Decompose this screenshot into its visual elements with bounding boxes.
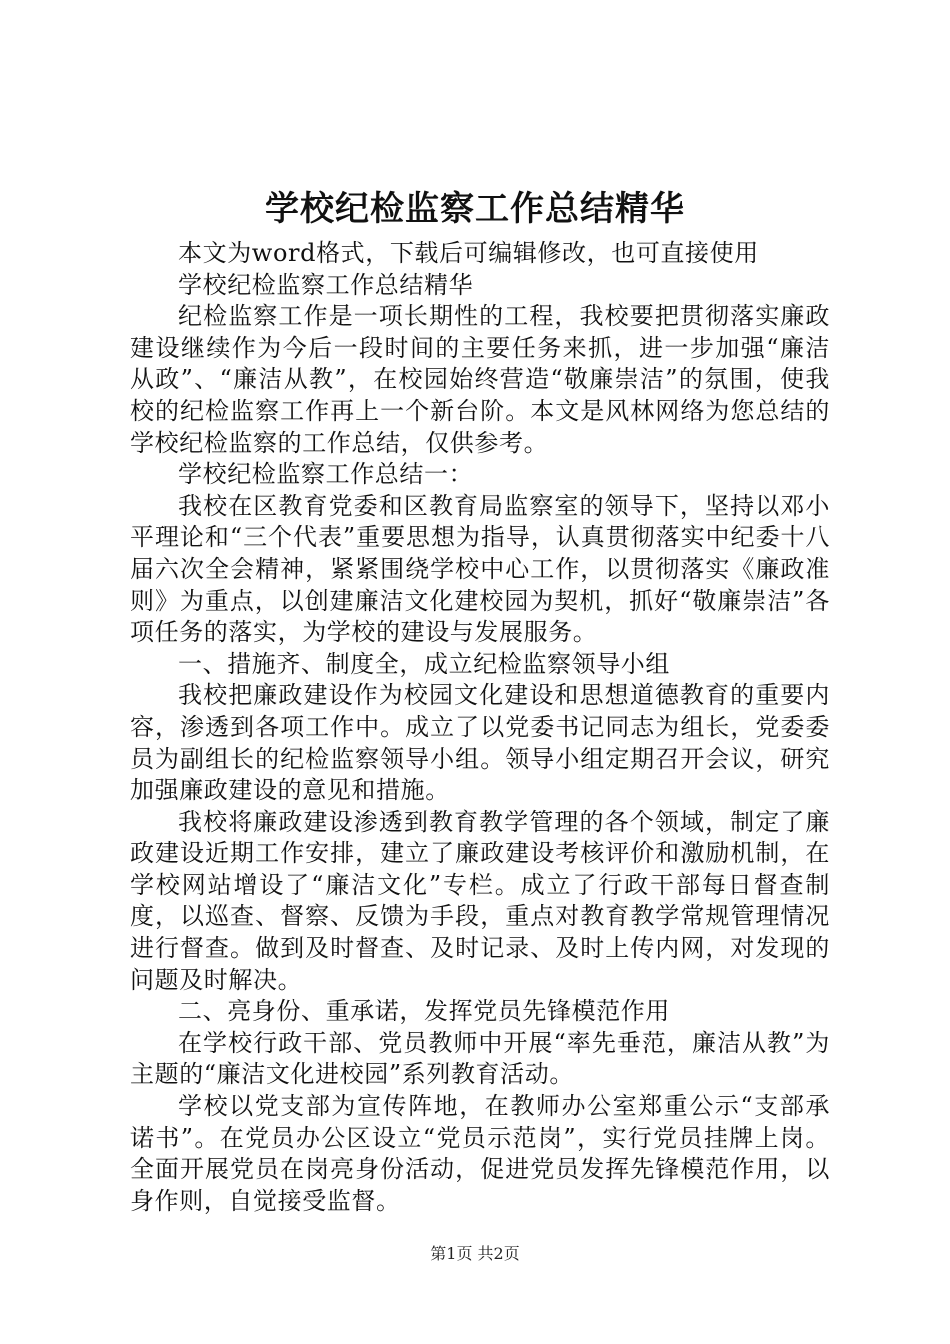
paragraph-overview: 我校在区教育党委和区教育局监察室的领导下，坚持以邓小平理论和“三个代表”重要思想为指导，认真贯彻落实中纪委十八届六次全会精神，紧紧围绕学校中心工作，以贯彻落实《廉政准则》为重点，以创建廉洁文化建校园为契机，抓好“敬廉崇洁”各项任务的落实，为学校的建设与发展服务。 <box>130 491 830 647</box>
paragraph-section2-b: 学校以党支部为宣传阵地，在教师办公室郑重公示“支部承诺书”。在党员办公区设立“党员示范岗”，实行党员挂牌上岗。全面开展党员在岗亮身份活动，促进党员发挥先锋模范作用，以身作则，自觉接受监督。 <box>130 1092 830 1215</box>
paragraph-summary-heading: 学校纪检监察工作总结一： <box>178 460 474 489</box>
document-body <box>130 238 830 1217</box>
section-heading-2: 二、亮身份、重承诺，发挥党员先锋模范作用 <box>178 997 670 1026</box>
section-heading-1: 一、措施齐、制度全，成立纪检监察领导小组 <box>178 649 670 678</box>
paragraph-intro: 纪检监察工作是一项长期性的工程，我校要把贯彻落实廉政建设继续作为今后一段时间的主要任务来抓，进一步加强“廉洁从政”、“廉洁从教”，在校园始终营造“敬廉崇洁”的氛围，使我校的纪检监察工作再上一个新台阶。本文是风林网络为您总结的学校纪检监察的工作总结，仅供参考。 <box>130 302 830 457</box>
paragraph-section2-a: 在学校行政干部、党员教师中开展“率先垂范，廉洁从教”为主题的“廉洁文化进校园”系列教育活动。 <box>130 1028 830 1089</box>
page-footer: 第1页 共2页 <box>430 1244 520 1263</box>
paragraph-subtitle: 学校纪检监察工作总结精华 <box>178 270 474 299</box>
paragraph-section1-a: 我校把廉政建设作为校园文化建设和思想道德教育的重要内容，渗透到各项工作中。成立了以党委书记同志为组长，党委委员为副组长的纪检监察领导小组。领导小组定期召开会议，研究加强廉政建设的意见和措施。 <box>130 681 830 805</box>
document-title: 学校纪检监察工作总结精华 <box>265 189 685 229</box>
paragraph-section1-b: 我校将廉政建设渗透到教育教学管理的各个领域，制定了廉政建设近期工作安排，建立了廉政建设考核评价和激励机制，在学校网站增设了“廉洁文化”专栏。成立了行政干部每日督查制度，以巡查、督察、反馈为手段，重点对教育教学常规管理情况进行督查。做到及时督查、及时记录、及时上传内网，对发现的问题及时解决。 <box>130 807 830 994</box>
paragraph-format-note: 本文为word格式，下载后可编辑修改，也可直接使用 <box>178 239 759 267</box>
